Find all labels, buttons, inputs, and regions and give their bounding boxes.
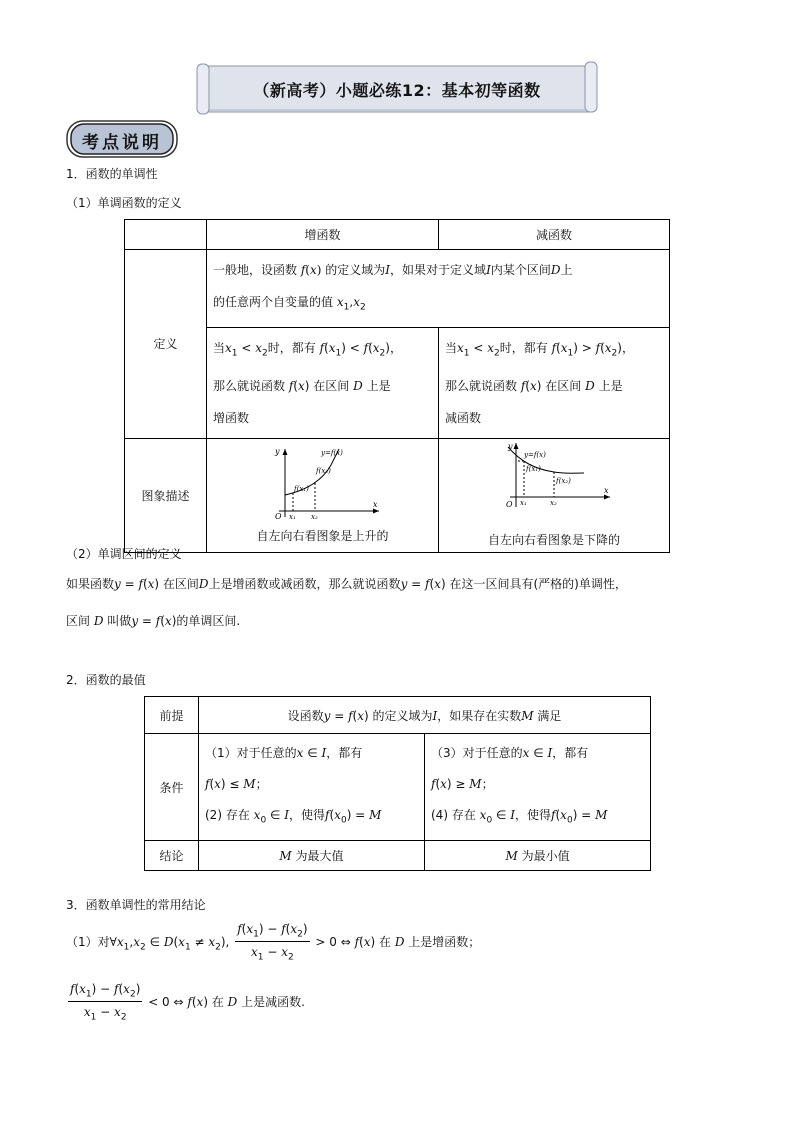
monotonic-table — [124, 219, 670, 553]
row-label-condition: 条件 — [145, 734, 199, 841]
extremum-table — [144, 696, 651, 871]
premise-text: 设函数y = f(x) 的定义域为I，如果存在实数M 满足 — [199, 697, 651, 734]
min-conclusion: M 为最小值 — [425, 841, 651, 871]
max-condition: （1）对于任意的x ∈ I，都有 f(x) ≤ M； (2) 存在 $x_0$ ∈ I，使得$f(x_0) = M$ — [199, 734, 425, 841]
origin-label: O — [506, 499, 513, 509]
y-axis-arrow-icon — [514, 443, 519, 449]
badge-text: 考点说明 — [82, 133, 162, 153]
definition-increasing: 当$x_1 < x_2$时，都有 $f(x_1) < f(x_2)$， 那么就说函数 f(x) 在区间 D 上是 增函数 — [207, 328, 439, 438]
section-1-sub1: （1）单调函数的定义 — [66, 196, 182, 210]
x-axis-arrow-icon — [604, 494, 610, 499]
y-axis-arrow-icon — [282, 449, 287, 455]
function-label: y=f(x) — [524, 450, 546, 459]
section-1-heading: 1．函数的单调性 — [66, 167, 158, 181]
row-label-graph: 图象描述 — [125, 438, 207, 552]
y-axis-label: y — [508, 441, 513, 451]
page-title: （新高考）小题必练12：基本初等函数 — [253, 81, 541, 100]
x2-label: x₂ — [550, 498, 557, 507]
section-badge — [66, 120, 178, 158]
function-label: y=f(x) — [320, 448, 343, 457]
x1-label: x₁ — [520, 498, 527, 507]
col-header-decreasing: 减函数 — [439, 220, 670, 250]
min-condition: （3）对于任意的x ∈ I，都有 f(x) ≥ M； (4) 存在 $x_0$ ∈ I，使得$f(x_0) = M$ — [425, 734, 651, 841]
graph-decreasing-cell — [439, 438, 670, 552]
x-axis-label: x — [604, 485, 609, 495]
x-axis-arrow-icon — [373, 508, 379, 513]
table-corner — [125, 220, 207, 250]
caption-decreasing: 自左向右看图象是下降的 — [487, 532, 620, 547]
conclusion-decreasing: $\frac{f(x_1) - f(x_2)}{x_1 - x_2}$ < 0 ⇔ f(x) 在 D 上是减函数. — [70, 982, 305, 1023]
interval-definition-line2: 区间 D 叫做y = f(x)的单调区间. — [66, 614, 241, 628]
fx1-label: f(x₁) — [293, 484, 309, 493]
definition-decreasing: 当$x_1 < x_2$时，都有 $f(x_1) > f(x_2)$， 那么就说函数 f(x) 在区间 D 上是 减函数 — [439, 328, 670, 438]
y-axis-label: y — [274, 446, 280, 456]
col-header-increasing: 增函数 — [207, 220, 439, 250]
caption-increasing: 自左向右看图象是上升的 — [256, 528, 389, 543]
section-1-sub2: （2）单调区间的定义 — [66, 547, 182, 561]
graph-increasing-cell — [207, 438, 439, 552]
decreasing-curve — [508, 447, 584, 473]
origin-label: O — [274, 511, 282, 519]
section-3-heading: 3．函数单调性的常用结论 — [66, 898, 206, 912]
fx1-label: f(x₁) — [526, 464, 541, 473]
interval-definition-line1: 如果函数y = f(x) 在区间D上是增函数或减函数，那么就说函数y = f(x) 在这一区间具有(严格的)单调性， — [66, 577, 627, 591]
row-label-premise: 前提 — [145, 697, 199, 734]
row-label-definition: 定义 — [125, 250, 207, 439]
row-label-conclusion: 结论 — [145, 841, 199, 871]
section-2-heading: 2．函数的最值 — [66, 673, 146, 687]
increasing-graph — [263, 443, 383, 519]
x1-label: x₁ — [288, 512, 296, 519]
fx2-label: f(x₂) — [556, 476, 571, 485]
x-axis-label: x — [372, 499, 378, 509]
title-banner — [196, 60, 598, 118]
x2-label: x₂ — [310, 512, 318, 519]
definition-common: 一般地，设函数 f(x) 的定义域为I，如果对于定义域I内某个区间D上 的任意两个自变量的值 $x_1,x_2$ — [207, 250, 670, 328]
max-conclusion: M 为最大值 — [199, 841, 425, 871]
conclusion-increasing: （1）对$\forall x_1,x_2$ ∈ $D(x_1 \ne x_2)$, $\frac{f(x_1) - f(x_2)}{x_1 - x_2}$ > 0 ⇔ f(x) 在 D 上是增函数； — [66, 922, 481, 963]
decreasing-graph — [494, 441, 614, 517]
fx2-label: f(x₂) — [315, 466, 331, 475]
